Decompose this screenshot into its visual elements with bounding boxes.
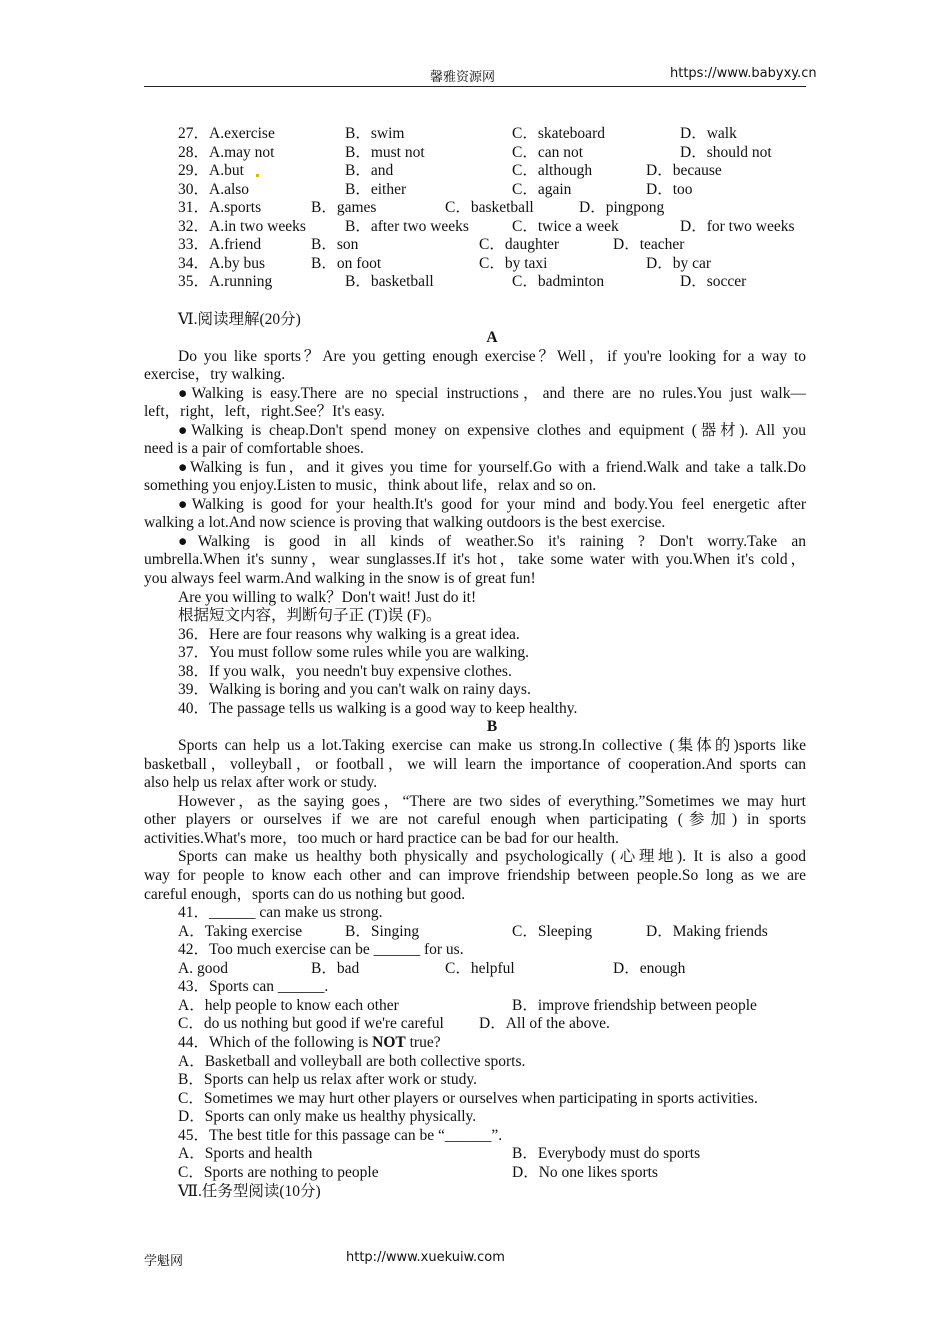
option-44c: C．Sometimes we may hurt other players or ourselves when participating in sports activities. — [178, 1090, 758, 1107]
option-45c: C．Sports are nothing to people — [178, 1164, 379, 1181]
paragraph-line: ●Walking is easy.There are no special instructions，and there are no rules.You just walk— — [178, 385, 806, 402]
option-45d: D．No one likes sports — [512, 1164, 658, 1181]
paragraph-line: way for people to know each other and can improve friendship between people.So long as we are — [144, 867, 806, 884]
option-33a: 33．A.friend — [178, 236, 262, 253]
option-44a: A．Basketball and volleyball are both collective sports. — [178, 1053, 526, 1070]
option-43c: C．do us nothing but good if we're careful — [178, 1015, 444, 1032]
option-29a: 29．A.but — [178, 162, 244, 179]
option-42c: C．helpful — [445, 960, 515, 977]
question-44-end: true? — [405, 1034, 441, 1051]
question-36: 36．Here are four reasons why walking is a great idea. — [178, 626, 520, 643]
option-35c: C．badminton — [512, 273, 605, 290]
option-28d: D．should not — [680, 144, 772, 161]
section-heading-reading: Ⅵ.阅读理解(20分) — [178, 311, 301, 328]
question-44-text: 44．Which of the following is — [178, 1034, 373, 1051]
passage-b-heading: B — [486, 718, 498, 735]
option-31c: C．basketball — [445, 199, 534, 216]
option-41a: A．Taking exercise — [178, 923, 303, 940]
paragraph-line: activities.What's more，too much or hard practice can be bad for our health. — [144, 830, 619, 847]
paragraph-line: umbrella.When it's sunny，wear sunglasses.If it's hot，take some water with you.When it's cold， — [144, 551, 806, 568]
option-43d: D．All of the above. — [479, 1015, 610, 1032]
header-url: https://www.babyxy.cn — [670, 66, 817, 81]
option-27c: C．skateboard — [512, 125, 605, 142]
paragraph-line: Sports can make us healthy both physically and psychologically (心理地). It is also a good — [178, 848, 806, 865]
option-28a: 28．A.may not — [178, 144, 275, 161]
paragraph-line: Do you like sports？Are you getting enough exercise？Well，if you're looking for a way to — [178, 348, 806, 365]
paragraph-line: walking a lot.And now science is proving that walking outdoors is the best exercise. — [144, 514, 666, 531]
option-33d: D．teacher — [613, 236, 685, 253]
option-30b: B．either — [345, 181, 407, 198]
option-35a: 35．A.running — [178, 273, 273, 290]
option-27b: B．swim — [345, 125, 405, 142]
option-29b: B．and — [345, 162, 394, 179]
option-34d: D．by car — [646, 255, 711, 272]
question-41: 41．______ can make us strong. — [178, 904, 383, 921]
option-35d: D．soccer — [680, 273, 747, 290]
paragraph-line: Are you willing to walk？Don't wait! Just do it! — [178, 589, 477, 606]
question-42: 42．Too much exercise can be ______ for us. — [178, 941, 464, 958]
question-39: 39．Walking is boring and you can't walk on rainy days. — [178, 681, 531, 698]
option-32d: D．for two weeks — [680, 218, 795, 235]
paragraph-line: ●Walking is good for your health.It's good for your mind and body.You feel energetic after — [178, 496, 806, 513]
option-45a: A．Sports and health — [178, 1145, 313, 1162]
paragraph-line: exercise，try walking. — [144, 366, 286, 383]
paragraph-line: ●Walking is fun，and it gives you time for yourself.Go with a friend.Walk and take a talk.Do — [178, 459, 806, 476]
question-44-emphasis: NOT — [372, 1034, 406, 1051]
option-41c: C．Sleeping — [512, 923, 593, 940]
option-32b: B．after two weeks — [345, 218, 469, 235]
footer-url: http://www.xuekuiw.com — [346, 1250, 505, 1265]
option-34b: B．on foot — [311, 255, 382, 272]
option-43a: A．help people to know each other — [178, 997, 399, 1014]
question-38: 38．If you walk，you needn't buy expensive clothes. — [178, 663, 512, 680]
option-30c: C．again — [512, 181, 572, 198]
option-27a: 27．A.exercise — [178, 125, 275, 142]
option-29d: D．because — [646, 162, 722, 179]
section-heading-task-reading: Ⅶ.任务型阅读(10分) — [178, 1183, 321, 1200]
footer-site-name: 学魁网 — [144, 1253, 184, 1268]
option-44b: B．Sports can help us relax after work or study. — [178, 1071, 478, 1088]
option-32a: 32．A.in two weeks — [178, 218, 306, 235]
option-27d: D．walk — [680, 125, 737, 142]
option-29c: C．although — [512, 162, 593, 179]
option-34a: 34．A.by bus — [178, 255, 265, 272]
paragraph-line: Sports can help us a lot.Taking exercise can make us strong.In collective (集体的)sports like — [178, 737, 806, 754]
paragraph-line: other players or ourselves if we are not careful enough when participating (参加) in sports — [144, 811, 806, 828]
option-35b: B．basketball — [345, 273, 434, 290]
option-28c: C．can not — [512, 144, 584, 161]
paragraph-line: ●Walking is good in all kinds of weather.So it's raining ? Don't worry.Take an — [178, 533, 806, 550]
option-30a: 30．A.also — [178, 181, 250, 198]
option-31b: B．games — [311, 199, 377, 216]
option-30d: D．too — [646, 181, 693, 198]
paragraph-line: something you enjoy.Listen to music，think about life，relax and so on. — [144, 477, 597, 494]
option-31d: D．pingpong — [579, 199, 665, 216]
option-32c: C．twice a week — [512, 218, 619, 235]
option-28b: B．must not — [345, 144, 425, 161]
option-41b: B．Singing — [345, 923, 420, 940]
option-31a: 31．A.sports — [178, 199, 262, 216]
paragraph-line: careful enough，sports can do us nothing but good. — [144, 886, 466, 903]
option-34c: C．by taxi — [479, 255, 548, 272]
header-site-name: 馨雅资源网 — [430, 69, 496, 84]
option-45b: B．Everybody must do sports — [512, 1145, 701, 1162]
option-33c: C．daughter — [479, 236, 560, 253]
question-45: 45．The best title for this passage can be “______”. — [178, 1127, 503, 1144]
paragraph-line: However，as the saying goes，“There are two sides of everything.”Sometimes we may hurt — [178, 793, 806, 810]
paragraph-line: need is a pair of comfortable shoes. — [144, 440, 364, 457]
question-43: 43．Sports can ______. — [178, 978, 329, 995]
option-44d: D．Sports can only make us healthy physically. — [178, 1108, 477, 1125]
paragraph-line: ●Walking is cheap.Don't spend money on expensive clothes and equipment (器材). All you — [178, 422, 806, 439]
paragraph-line: basketball，volleyball，or football，we will learn the importance of cooperation.And sports can — [144, 756, 806, 773]
paragraph-line: left，right，left，right.See？It's easy. — [144, 403, 385, 420]
paragraph-line: also help us relax after work or study. — [144, 774, 378, 791]
question-44 — [178, 1034, 441, 1052]
option-42a: A. good — [178, 960, 228, 977]
mark-dot — [256, 174, 259, 177]
option-43b: B．improve friendship between people — [512, 997, 757, 1014]
option-42b: B．bad — [311, 960, 360, 977]
option-41d: D．Making friends — [646, 923, 768, 940]
option-33b: B．son — [311, 236, 359, 253]
passage-a-heading: A — [486, 329, 498, 346]
option-42d: D．enough — [613, 960, 686, 977]
instruction-line: 根据短文内容，判断句子正 (T)误 (F)。 — [178, 607, 442, 624]
question-37: 37．You must follow some rules while you are walking. — [178, 644, 530, 661]
question-40: 40．The passage tells us walking is a good way to keep healthy. — [178, 700, 578, 717]
header-divider — [144, 86, 806, 87]
paragraph-line: you always feel warm.And walking in the snow is of great fun! — [144, 570, 536, 587]
